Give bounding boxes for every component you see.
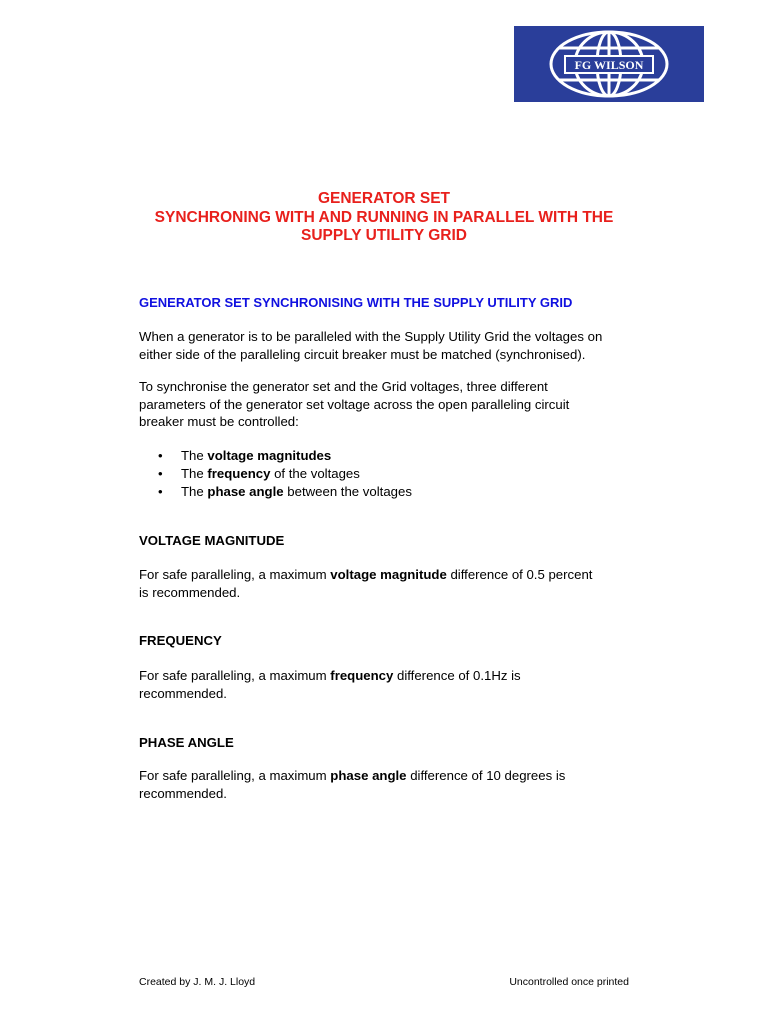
params-line-3: breaker must be controlled: [139, 414, 299, 429]
frequency-heading: FREQUENCY [139, 633, 222, 648]
phase-angle-paragraph: For safe paralleling, a maximum phase angle difference of 10 degrees is recommended. [139, 768, 566, 801]
logo-brand-text: FG WILSON [574, 58, 644, 72]
footer-author: Created by J. M. J. Lloyd [139, 976, 256, 988]
parameters-paragraph [139, 378, 639, 431]
intro-line-2: either side of the paralleling circuit breaker must be matched (synchronised). [139, 346, 586, 362]
list-item: • The frequency of the voltages [139, 465, 639, 483]
footer-disclaimer: Uncontrolled once printed [509, 976, 629, 988]
frequency-paragraph: For safe paralleling, a maximum frequency difference of 0.1Hz is recommended. [139, 668, 521, 701]
voltage-magnitude-paragraph: For safe paralleling, a maximum voltage magnitude difference of 0.5 percent is recommended. [139, 567, 593, 600]
list-item: • The voltage magnitudes [139, 447, 639, 465]
intro-paragraph [139, 328, 639, 363]
parameter-list [139, 447, 639, 501]
section-heading: GENERATOR SET SYNCHRONISING WITH THE SUPPLY UTILITY GRID [139, 295, 573, 310]
title-line-3: SUPPLY UTILITY GRID [301, 227, 467, 244]
fg-wilson-logo [514, 26, 704, 102]
params-line-2: parameters of the generator set voltage across the open paralleling circuit [139, 396, 570, 412]
title-line-2: SYNCHRONING WITH AND RUNNING IN PARALLEL WITH THE [154, 208, 614, 226]
list-item: • The phase angle between the voltages [139, 483, 639, 501]
globe-logo-icon [514, 26, 704, 102]
document-title [0, 190, 768, 246]
title-line-1: GENERATOR SET [317, 190, 451, 207]
phase-angle-heading: PHASE ANGLE [139, 735, 234, 750]
params-line-1: To synchronise the generator set and the Grid voltages, three different [139, 379, 548, 394]
intro-line-1: When a generator is to be paralleled with the Supply Utility Grid the voltages on [139, 329, 603, 344]
voltage-magnitude-heading: VOLTAGE MAGNITUDE [139, 533, 285, 548]
